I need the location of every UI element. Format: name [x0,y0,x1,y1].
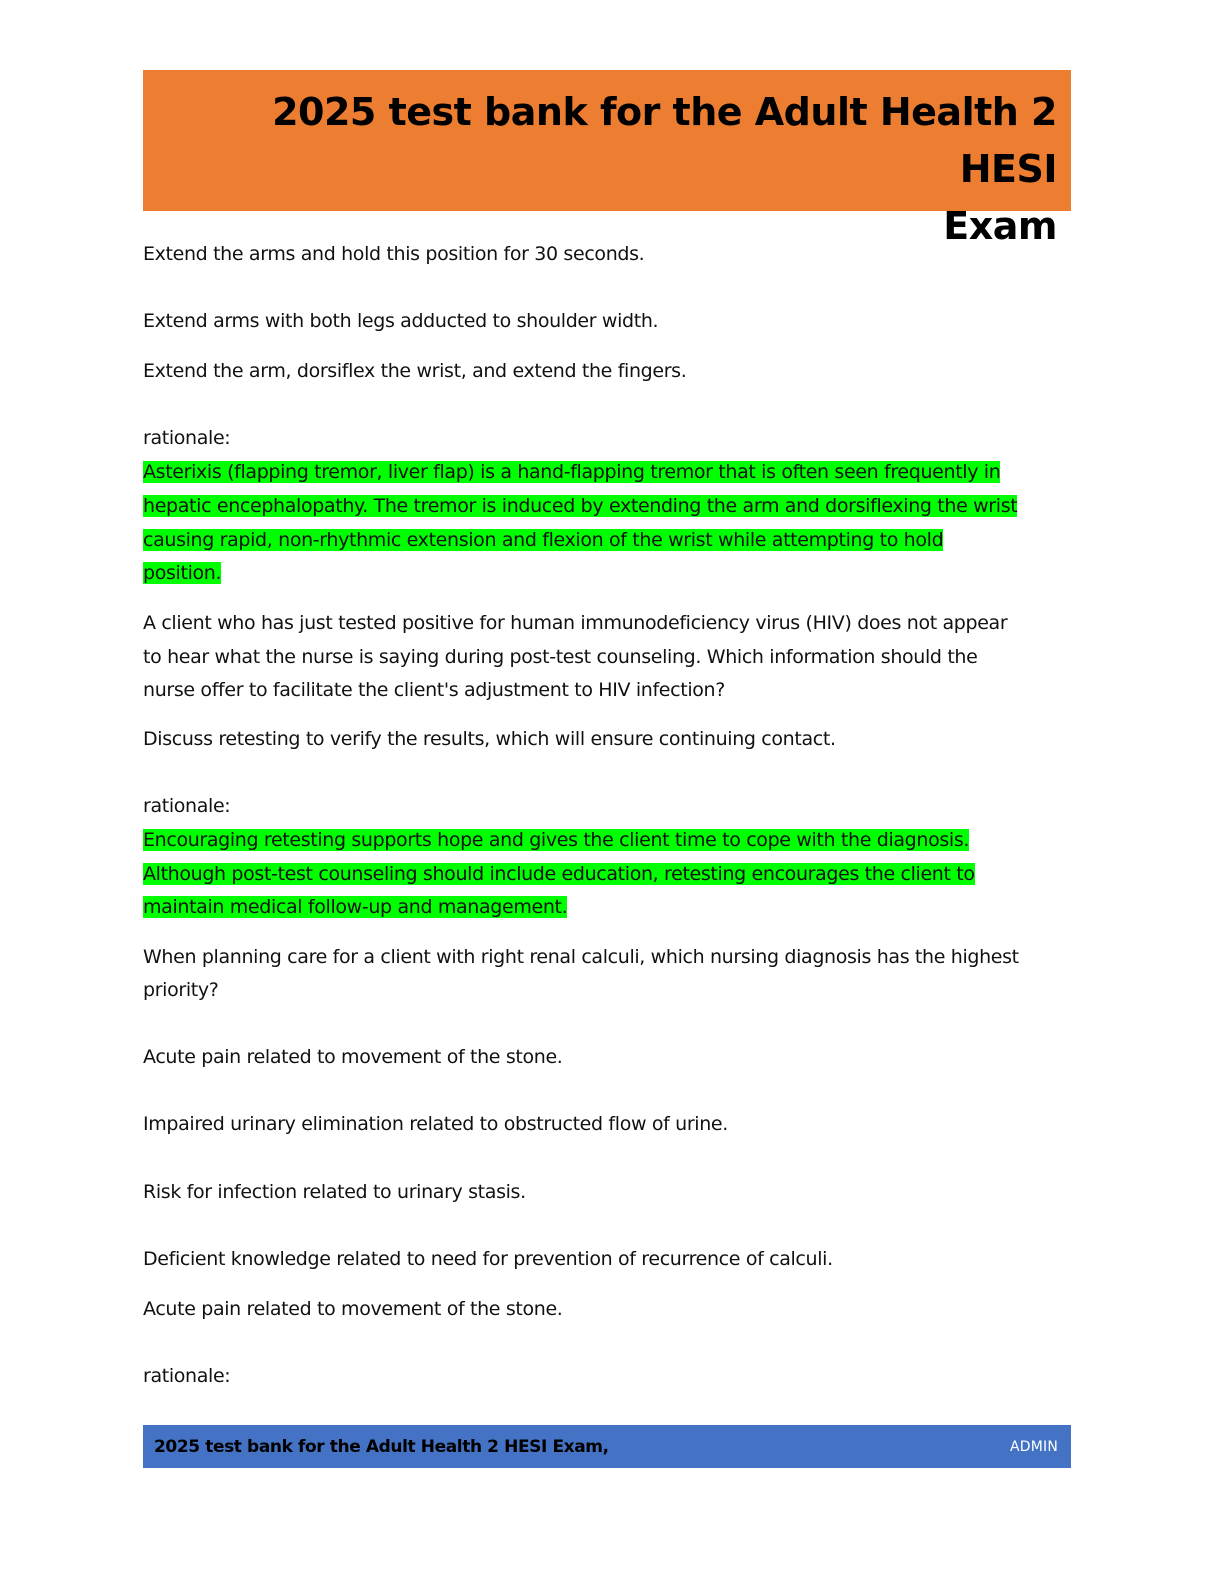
correct-answer: Acute pain related to movement of the stone. [143,1298,563,1320]
answer-option: Extend the arms and hold this position for 30 seconds. [143,243,645,265]
answer-option: Acute pain related to movement of the stone. [143,1046,563,1068]
highlighted-text: position. [143,562,222,584]
document-title-line-2: Exam [943,204,1057,248]
rationale-text-line [143,489,1017,523]
question-text-line: When planning care for a client with right renal calculi, which nursing diagnosis has the highest [143,946,1019,968]
rationale-label: rationale: [143,1365,231,1387]
rationale-text-line [143,556,221,590]
highlighted-text: maintain medical follow-up and management. [143,896,568,918]
footer-author: ADMIN [1009,1438,1058,1455]
answer-option: Deficient knowledge related to need for prevention of recurrence of calculi. [143,1248,833,1270]
answer-option: Risk for infection related to urinary stasis. [143,1181,526,1203]
answer-option: Impaired urinary elimination related to obstructed flow of urine. [143,1113,728,1135]
answer-option: Extend arms with both legs adducted to shoulder width. [143,310,659,332]
rationale-text-line [143,523,943,557]
footer-title: 2025 test bank for the Adult Health 2 HESI Exam, [154,1436,609,1457]
rationale-label: rationale: [143,795,231,817]
correct-answer: Discuss retesting to verify the results, which will ensure continuing contact. [143,728,836,750]
highlighted-text: Asterixis (flapping tremor, liver flap) is a hand-flapping tremor that is often seen frequently in [143,461,1001,483]
highlighted-text: Although post-test counseling should include education, retesting encourages the client to [143,863,975,885]
question-text-line: A client who has just tested positive for human immunodeficiency virus (HIV) does not appear [143,612,1008,634]
highlighted-text: causing rapid, non-rhythmic extension and flexion of the wrist while attempting to hold [143,529,944,551]
rationale-text-line [143,823,969,857]
highlighted-text: hepatic encephalopathy. The tremor is induced by extending the arm and dorsiflexing the wrist [143,495,1018,517]
document-title-line-1: 2025 test bank for the Adult Health 2 HESI [272,90,1057,191]
question-text-line: to hear what the nurse is saying during post-test counseling. Which information should the [143,646,978,668]
correct-answer: Extend the arm, dorsiflex the wrist, and extend the fingers. [143,360,687,382]
page-footer [143,1425,1071,1468]
question-text-line: nurse offer to facilitate the client's adjustment to HIV infection? [143,679,725,701]
question-text-line: priority? [143,979,219,1001]
rationale-text-line [143,890,567,924]
document-title [183,84,1057,255]
title-banner [143,70,1071,248]
rationale-text-line [143,857,975,891]
highlighted-text: Encouraging retesting supports hope and gives the client time to cope with the diagnosis. [143,829,970,851]
rationale-label: rationale: [143,427,231,449]
rationale-text-line [143,455,1000,489]
